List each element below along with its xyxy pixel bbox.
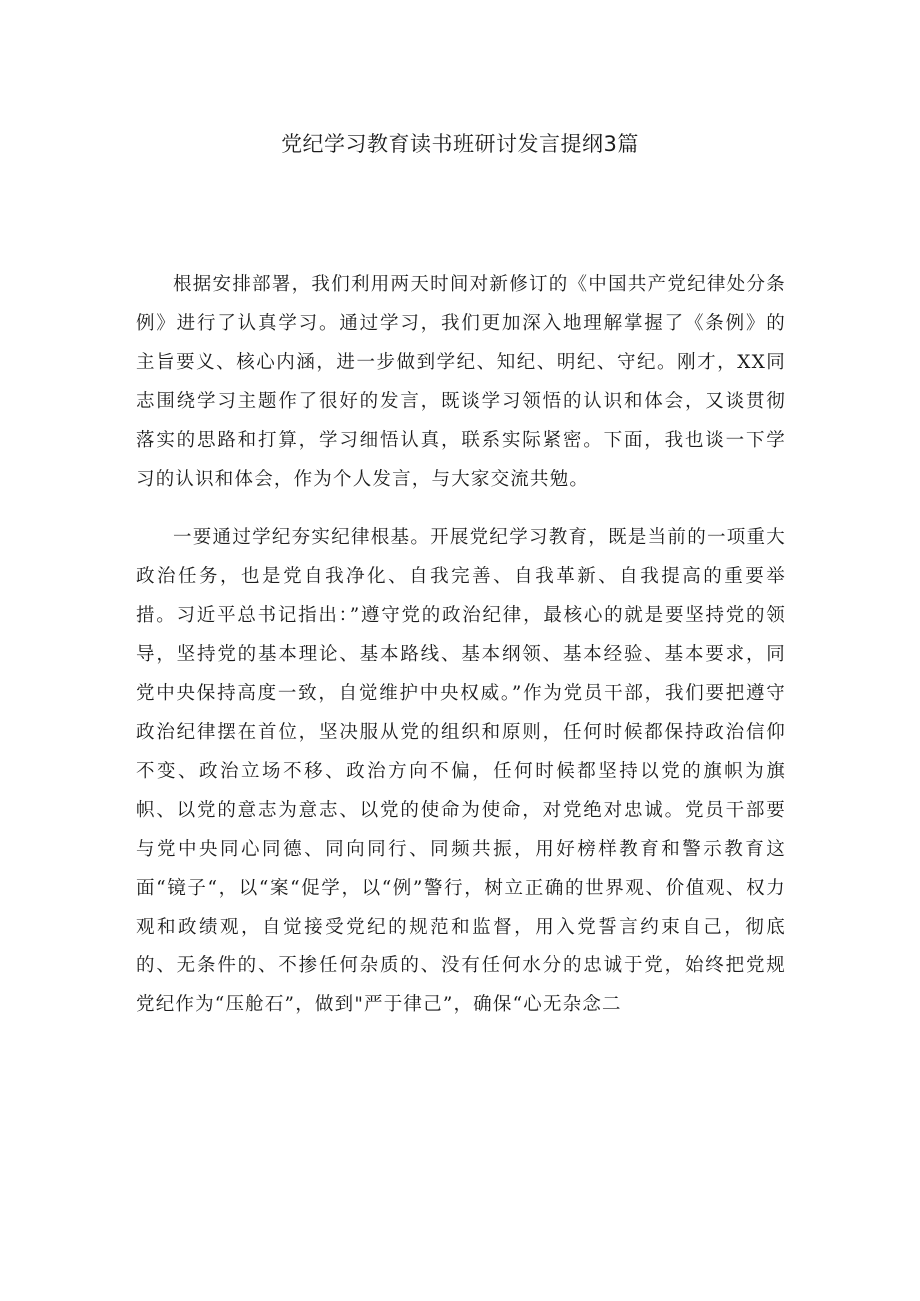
document-body <box>136 266 786 1025</box>
paragraph-intro: 根据安排部署，我们利用两天时间对新修订的《中国共产党纪律处分条例》进行了认真学习。通过学习，我们更加深入地理解掌握了《条例》的主旨要义、核心内涵，进一步做到学纪、知纪、明纪、守纪。刚才，XX同志围绕学习主题作了很好的发言，既谈学习领悟的认识和体会，又谈贯彻落实的思路和打算，学习细悟认真，联系实际紧密。下面，我也谈一下学习的认识和体会，作为个人发言，与大家交流共勉。 <box>136 274 786 490</box>
paragraph-point-one: 一要通过学纪夯实纪律根基。开展党纪学习教育，既是当前的一项重大政治任务，也是党自我净化、自我完善、自我革新、自我提高的重要举措。习近平总书记指出：”遵守党的政治纪律，最核心的就是要坚持党的领导，坚持党的基本理论、基本路线、基本纲领、基本经验、基本要求，同党中央保持高度一致，自觉维护中央权威。”作为党员干部，我们要把遵守政治纪律摆在首位，坚决服从党的组织和原则，任何时候都保持政治信仰不变、政治立场不移、政治方向不偏，任何时候都坚持以党的旗帜为旗帜、以党的意志为意志、以党的使命为使命，对党绝对忠诚。党员干部要与党中央同心同德、同向同行、同频共振，用好榜样教育和警示教育这面“镜子“，以“案“促学，以“例”警行，树立正确的世界观、价值观、权力观和政绩观，自觉接受党纪的规范和监督，用入党誓言约束自己，彻底的、无条件的、不掺任何杂质的、没有任何水分的忠诚于党，始终把党规党纪作为“压舱石”，做到"严于律己”，确保“心无杂念二 <box>136 527 786 1016</box>
document-title: 党纪学习教育读书班研讨发言提纲3篇 <box>281 132 639 156</box>
